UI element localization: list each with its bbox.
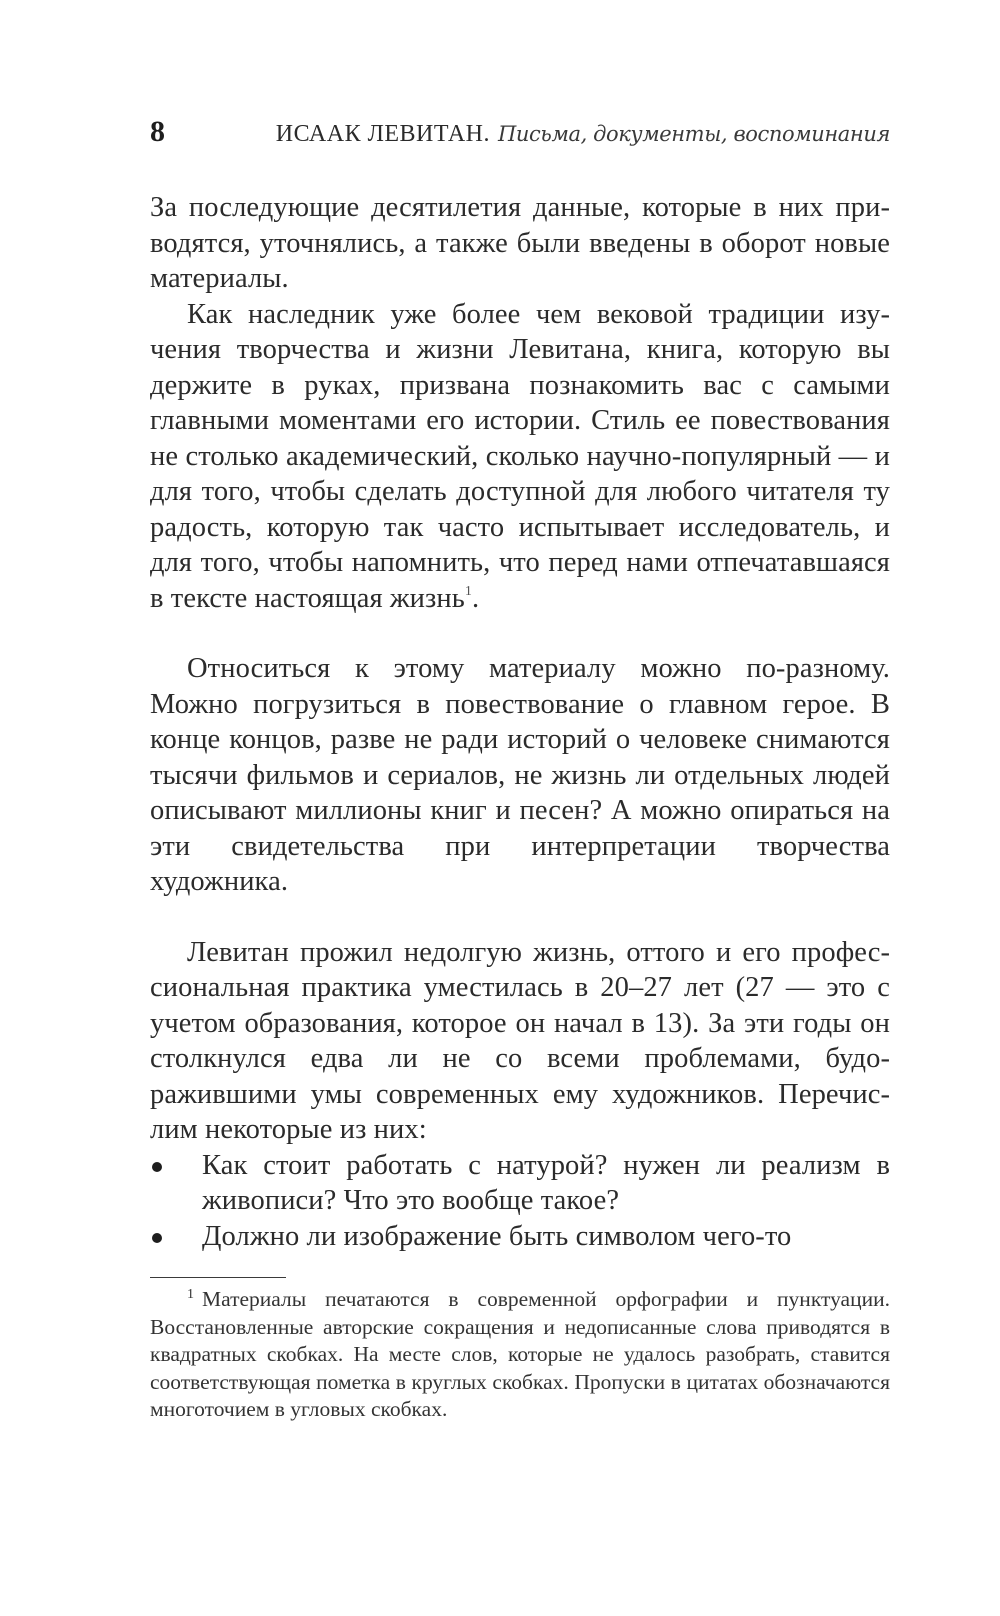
list-item-text: Как стоит работать с натурой? нужен ли реализм в живописи? Что это вообще такое? [202,1149,890,1216]
paragraph-1: За последующие десятилетия данные, которые в них приводятся, уточнялись, а также были введены в оборот новые материалы. [150,192,890,294]
header-author: ИСААК ЛЕВИТАН. [275,121,491,147]
list-item [150,1219,890,1255]
paragraph-3: Относиться к этому материалу можно по-разному. Можно погрузиться в повествование о главном герое. В конце концов, разве не ради историй о человеке снимаются тысячи фильмов и сериалов, не жизнь ли отдельных людей описывают миллионы книг и песен? А можно опираться на эти свидетельства при интерпретации творчества художника. [150,653,890,897]
main-text [150,190,890,1254]
bullet-icon [152,1162,162,1172]
footnote-reference[interactable]: 1 [464,583,472,599]
header-title [276,114,890,157]
header-subtitle: Письма, документы, воспоминания [498,122,890,146]
bullet-list [150,1148,890,1255]
footnote-number: 1 [187,1287,194,1302]
footnote-text: Материалы печатаются в современной орфографии и пунктуации. Восстановленные авторские сокращения и недописанные слова приводятся в квадратных скобках. На месте слов, которые не удалось разобрать, ставится соответствующая пометка в круглых скобках. Пропуски в цитатах обозначаются многоточием в угловых скобках. [150,1287,890,1421]
footnote-divider [150,1277,286,1278]
list-item [150,1148,890,1219]
paragraph-2-end: . [471,582,480,614]
paragraph-2 [150,297,890,617]
list-item-text: Должно ли изображение быть символом чего-то [202,1220,792,1252]
paragraph-4: Левитан прожил недолгую жизнь, оттого и его профессиональная практика уместилась в 20–27 лет (27 — это с учетом образования, которое он начал в 13). За эти годы он столкнулся едва ли не со всеми проблемами, будоражившими умы современных ему художников. Перечислим некоторые из них: [150,936,890,1145]
bullet-icon [152,1233,162,1243]
paragraph-2-text: Как наследник уже более чем вековой традиции изучения творчества и жизни Левитана, книга, которую вы держите в руках, призвана познакомить вас с самыми главными моментами его истории. Стиль ее повествования не столько академический, сколько научно-популярный — и для того, чтобы сделать доступной для любого читателя ту радость, которую так часто испытывает исследователь, и для того, чтобы напомнить, что перед нами отпечатавшаяся в тексте настоящая жизнь [150,298,890,614]
page-number: 8 [150,115,165,148]
running-head [150,112,890,162]
footnote [150,1286,890,1424]
